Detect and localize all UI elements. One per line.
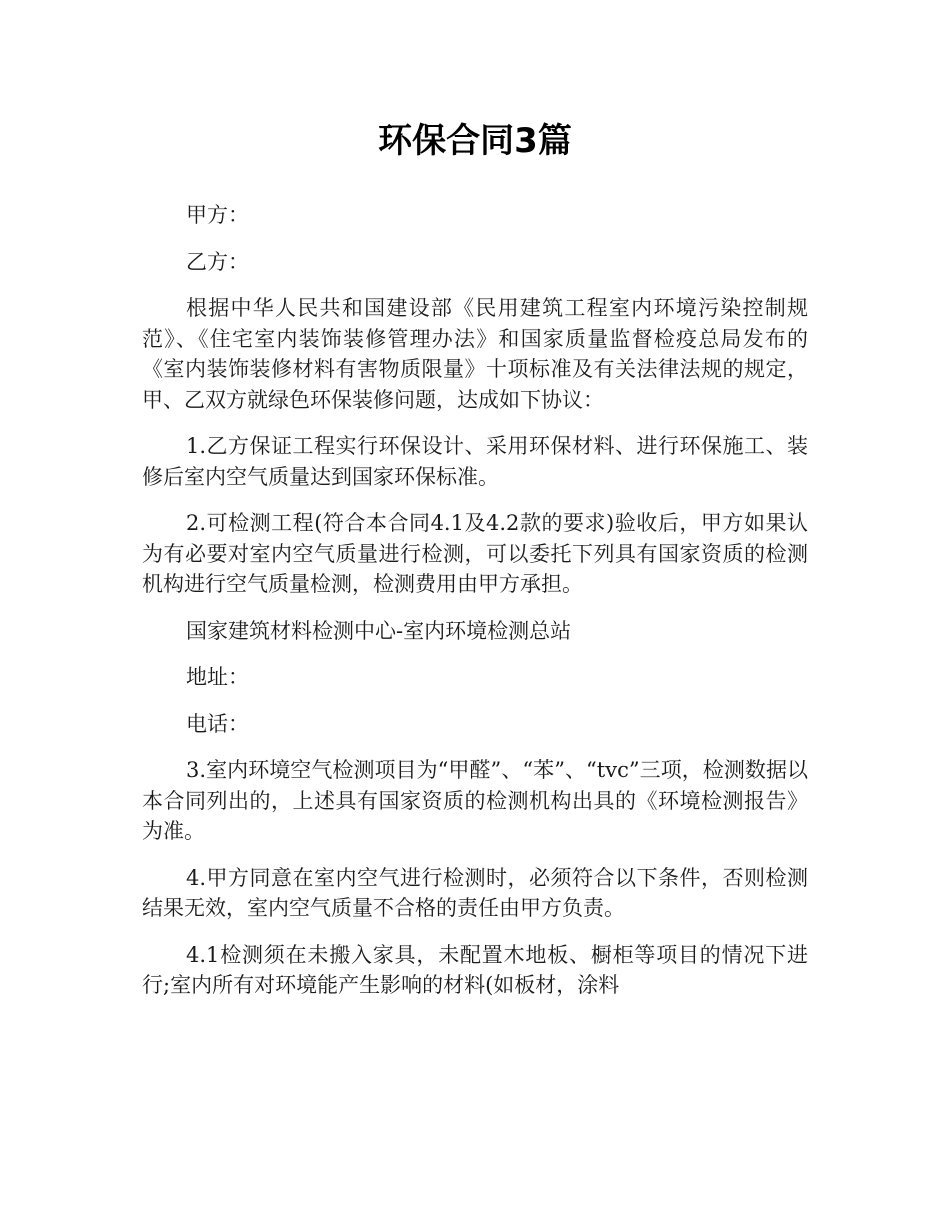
party-b-line: 乙方： <box>186 249 249 274</box>
party-a-line: 甲方： <box>186 203 249 227</box>
clause-2-paragraph: 2.可检测工程(符合本合同4.1及4.2款的要求)验收后，甲方如果认为有必要对室内空气质量进行检测，可以委托下列具有国家资质的检测机构进行空气质量检测，检测费用由甲方承担。 <box>142 511 808 596</box>
clause-4-paragraph: 4.甲方同意在室内空气进行检测时，必须符合以下条件，否则检测结果无效，室内空气质量不合格的责任由甲方负责。 <box>142 865 808 920</box>
clause-3-paragraph: 3.室内环境空气检测项目为“甲醛”、“苯”、“tvc”三项，检测数据以本合同列出的，上述具有国家资质的检测机构出具的《环境检测报告》为准。 <box>142 758 808 843</box>
document-body <box>142 200 808 1017</box>
address-line: 地址： <box>186 665 249 689</box>
clause-4-1-paragraph: 4.1检测须在未搬入家具，未配置木地板、橱柜等项目的情况下进行;室内所有对环境能产生影响的材料(如板材，涂料 <box>142 942 808 997</box>
testing-agency-name: 国家建筑材料检测中心-室内环境检测总站 <box>186 618 572 643</box>
preamble-paragraph: 根据中华人民共和国建设部《民用建筑工程室内环境污染控制规范》、《住宅室内装饰装修管理办法》和国家质量监督检疫总局发布的《室内装饰装修材料有害物质限量》十项标准及有关法律法规的规定，甲、乙双方就绿色环保装修问题，达成如下协议： <box>142 296 808 412</box>
document-title: 环保合同3篇 <box>378 121 572 161</box>
clause-1-paragraph: 1.乙方保证工程实行环保设计、采用环保材料、进行环保施工、装修后室内空气质量达到国家环保标准。 <box>142 434 808 489</box>
phone-line: 电话： <box>186 711 249 736</box>
